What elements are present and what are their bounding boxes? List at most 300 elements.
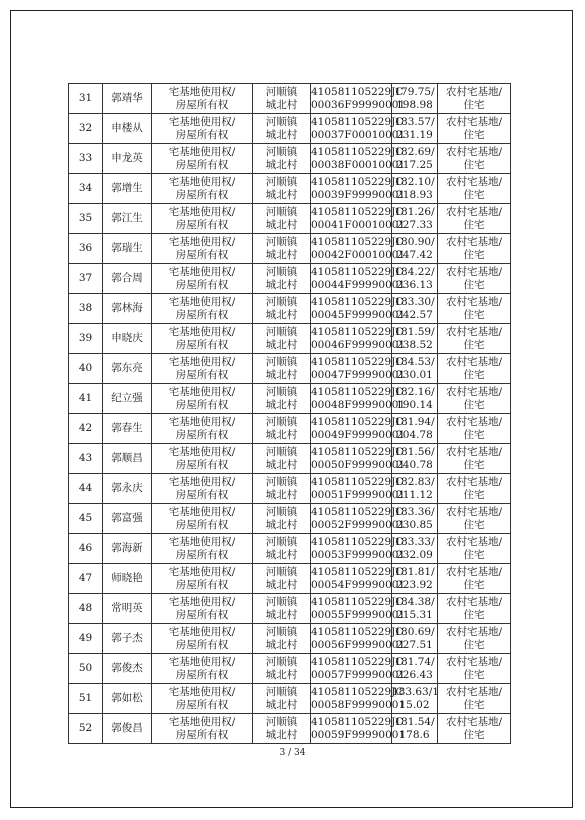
table-body <box>69 84 511 744</box>
cell-usage <box>438 264 511 294</box>
cell-usage <box>438 654 511 684</box>
cell-location-line: 城北村 <box>265 248 298 261</box>
cell-unit-code-line: 410581105229JC <box>311 205 404 218</box>
cell-right-type-line: 宅基地使用权/ <box>168 685 236 698</box>
cell-unit-code-line: 00049F99990001 <box>311 428 406 441</box>
cell-right-type-line: 宅基地使用权/ <box>168 265 236 278</box>
page-number: 3 / 34 <box>279 748 306 758</box>
cell-right-type-line: 宅基地使用权/ <box>168 655 236 668</box>
cell-usage-line: 农村宅基地/ <box>445 85 503 98</box>
cell-usage-line: 农村宅基地/ <box>445 175 503 188</box>
cell-area-line: 183.57/ <box>394 115 435 128</box>
cell-location <box>253 144 311 174</box>
cell-area-line: 236.13 <box>396 278 433 291</box>
cell-unit-code-line: 00047F99990001 <box>311 368 406 381</box>
cell-area <box>392 324 438 354</box>
cell-area-line: 181.54/ <box>394 715 435 728</box>
table-row <box>69 714 511 744</box>
cell-unit-code <box>311 294 406 324</box>
cell-usage-line: 住宅 <box>463 608 485 621</box>
cell-usage-line: 住宅 <box>463 278 485 291</box>
table-row <box>69 654 511 684</box>
cell-location <box>253 324 311 354</box>
cell-usage <box>438 564 511 594</box>
cell-area-line: 183.63/1 <box>392 685 439 698</box>
cell-right-type <box>152 174 253 204</box>
table-row <box>69 114 511 144</box>
cell-location-line: 河顺镇 <box>265 655 298 668</box>
cell-location-line: 河顺镇 <box>265 415 298 428</box>
cell-unit-code-line: 410581105229JC <box>311 355 404 368</box>
cell-usage-line: 农村宅基地/ <box>445 115 503 128</box>
cell-usage-line: 农村宅基地/ <box>445 445 503 458</box>
table-row <box>69 354 511 384</box>
cell-right-type-line: 宅基地使用权/ <box>168 445 236 458</box>
cell-owner-name: 常明英 <box>103 594 152 624</box>
cell-location-line: 城北村 <box>265 458 298 471</box>
cell-area <box>392 504 438 534</box>
cell-right-type-line: 房屋所有权 <box>175 488 229 501</box>
cell-unit-code-line: 00052F99990001 <box>311 518 406 531</box>
cell-right-type <box>152 684 253 714</box>
cell-location <box>253 444 311 474</box>
cell-location <box>253 504 311 534</box>
cell-usage <box>438 684 511 714</box>
cell-location-line: 城北村 <box>265 158 298 171</box>
cell-unit-code <box>311 114 406 144</box>
cell-right-type-line: 房屋所有权 <box>175 128 229 141</box>
table-row <box>69 474 511 504</box>
cell-unit-code-line: 00039F99990001 <box>311 188 406 201</box>
cell-location-line: 城北村 <box>265 698 298 711</box>
cell-number: 45 <box>69 504 103 534</box>
cell-owner-name: 郭春生 <box>103 414 152 444</box>
cell-area <box>392 204 438 234</box>
cell-usage-line: 住宅 <box>463 368 485 381</box>
cell-usage-line: 住宅 <box>463 458 485 471</box>
cell-right-type-line: 宅基地使用权/ <box>168 715 236 728</box>
cell-right-type-line: 宅基地使用权/ <box>168 535 236 548</box>
cell-area-line: 181.81/ <box>394 565 435 578</box>
cell-number: 51 <box>69 684 103 714</box>
cell-usage-line: 农村宅基地/ <box>445 205 503 218</box>
cell-number: 40 <box>69 354 103 384</box>
cell-unit-code <box>311 324 406 354</box>
cell-location <box>253 654 311 684</box>
cell-number: 50 <box>69 654 103 684</box>
cell-usage <box>438 324 511 354</box>
cell-area-line: 181.59/ <box>394 325 435 338</box>
cell-area <box>392 144 438 174</box>
cell-right-type-line: 房屋所有权 <box>175 218 229 231</box>
cell-area <box>392 174 438 204</box>
table-row <box>69 444 511 474</box>
cell-number: 34 <box>69 174 103 204</box>
cell-usage <box>438 114 511 144</box>
cell-usage <box>438 234 511 264</box>
cell-usage <box>438 354 511 384</box>
cell-right-type <box>152 114 253 144</box>
cell-location-line: 河顺镇 <box>265 235 298 248</box>
cell-owner-name: 郭江生 <box>103 204 152 234</box>
cell-location-line: 城北村 <box>265 128 298 141</box>
cell-right-type-line: 宅基地使用权/ <box>168 385 236 398</box>
cell-right-type <box>152 654 253 684</box>
property-records-table <box>68 83 511 744</box>
cell-right-type-line: 宅基地使用权/ <box>168 85 236 98</box>
cell-right-type-line: 宅基地使用权/ <box>168 415 236 428</box>
cell-unit-code <box>311 444 406 474</box>
table-row <box>69 294 511 324</box>
cell-usage <box>438 414 511 444</box>
cell-usage-line: 农村宅基地/ <box>445 265 503 278</box>
cell-right-type <box>152 234 253 264</box>
cell-unit-code-line: 00057F99990001 <box>311 668 406 681</box>
cell-usage-line: 住宅 <box>463 548 485 561</box>
cell-usage <box>438 594 511 624</box>
cell-location-line: 城北村 <box>265 98 298 111</box>
cell-owner-name: 申龙英 <box>103 144 152 174</box>
cell-area <box>392 264 438 294</box>
cell-owner-name: 纪立强 <box>103 384 152 414</box>
table-row <box>69 384 511 414</box>
cell-location-line: 城北村 <box>265 488 298 501</box>
cell-number: 32 <box>69 114 103 144</box>
cell-unit-code <box>311 414 406 444</box>
cell-location <box>253 204 311 234</box>
cell-location <box>253 264 311 294</box>
table-row <box>69 534 511 564</box>
cell-number: 44 <box>69 474 103 504</box>
cell-right-type-line: 房屋所有权 <box>175 638 229 651</box>
cell-unit-code-line: 410581105229JC <box>311 235 404 248</box>
cell-right-type <box>152 354 253 384</box>
cell-unit-code <box>311 684 406 714</box>
cell-right-type-line: 房屋所有权 <box>175 398 229 411</box>
cell-area-line: 15.02 <box>399 698 430 711</box>
cell-location <box>253 684 311 714</box>
cell-owner-name: 郭瑞生 <box>103 234 152 264</box>
cell-usage-line: 住宅 <box>463 518 485 531</box>
table-row <box>69 174 511 204</box>
cell-unit-code <box>311 354 406 384</box>
cell-area-line: 184.22/ <box>394 265 435 278</box>
cell-usage <box>438 474 511 504</box>
cell-right-type-line: 宅基地使用权/ <box>168 355 236 368</box>
cell-number: 36 <box>69 234 103 264</box>
cell-location-line: 城北村 <box>265 728 298 741</box>
cell-number: 41 <box>69 384 103 414</box>
cell-right-type <box>152 564 253 594</box>
cell-right-type-line: 房屋所有权 <box>175 428 229 441</box>
cell-area-line: 184.53/ <box>394 355 435 368</box>
cell-usage <box>438 384 511 414</box>
cell-right-type <box>152 714 253 744</box>
cell-area-line: 247.42 <box>396 248 433 261</box>
cell-owner-name: 郭增生 <box>103 174 152 204</box>
cell-number: 35 <box>69 204 103 234</box>
cell-location <box>253 564 311 594</box>
cell-unit-code-line: 410581105229JC <box>311 115 404 128</box>
cell-location-line: 河顺镇 <box>265 445 298 458</box>
cell-right-type <box>152 144 253 174</box>
cell-usage <box>438 504 511 534</box>
cell-owner-name: 申楼从 <box>103 114 152 144</box>
cell-right-type-line: 宅基地使用权/ <box>168 625 236 638</box>
cell-owner-name: 郭合周 <box>103 264 152 294</box>
cell-unit-code <box>311 534 406 564</box>
cell-unit-code-line: 00048F99990001 <box>311 398 406 411</box>
cell-number: 48 <box>69 594 103 624</box>
cell-unit-code <box>311 504 406 534</box>
cell-area <box>392 474 438 504</box>
cell-area-line: 179.75/ <box>394 85 435 98</box>
table-row <box>69 414 511 444</box>
cell-unit-code <box>311 84 406 114</box>
cell-usage-line: 农村宅基地/ <box>445 295 503 308</box>
cell-right-type-line: 房屋所有权 <box>175 278 229 291</box>
cell-right-type-line: 宅基地使用权/ <box>168 565 236 578</box>
cell-usage-line: 农村宅基地/ <box>445 505 503 518</box>
cell-usage-line: 农村宅基地/ <box>445 595 503 608</box>
cell-owner-name: 郭靖华 <box>103 84 152 114</box>
cell-unit-code-line: 410581105229JC <box>311 265 404 278</box>
cell-area-line: 204.78 <box>396 428 433 441</box>
cell-location-line: 河顺镇 <box>265 685 298 698</box>
cell-right-type-line: 房屋所有权 <box>175 368 229 381</box>
table-row <box>69 84 511 114</box>
cell-location <box>253 474 311 504</box>
cell-location-line: 城北村 <box>265 308 298 321</box>
cell-unit-code <box>311 144 406 174</box>
cell-right-type-line: 房屋所有权 <box>175 458 229 471</box>
cell-right-type-line: 宅基地使用权/ <box>168 475 236 488</box>
cell-area <box>392 564 438 594</box>
cell-usage-line: 农村宅基地/ <box>445 655 503 668</box>
cell-unit-code-line: 00041F00010001 <box>311 218 406 231</box>
cell-usage <box>438 534 511 564</box>
cell-location-line: 河顺镇 <box>265 295 298 308</box>
cell-location-line: 河顺镇 <box>265 475 298 488</box>
cell-unit-code-line: 00044F99990001 <box>311 278 406 291</box>
cell-usage-line: 住宅 <box>463 308 485 321</box>
cell-unit-code-line: 410581105229JC <box>311 85 404 98</box>
cell-area <box>392 84 438 114</box>
cell-location <box>253 384 311 414</box>
cell-location <box>253 624 311 654</box>
cell-location-line: 河顺镇 <box>265 385 298 398</box>
cell-usage-line: 农村宅基地/ <box>445 145 503 158</box>
cell-right-type-line: 房屋所有权 <box>175 188 229 201</box>
cell-location-line: 城北村 <box>265 218 298 231</box>
cell-right-type-line: 宅基地使用权/ <box>168 145 236 158</box>
cell-unit-code <box>311 174 406 204</box>
cell-location-line: 城北村 <box>265 668 298 681</box>
cell-right-type-line: 房屋所有权 <box>175 248 229 261</box>
cell-unit-code <box>311 624 406 654</box>
cell-location-line: 河顺镇 <box>265 145 298 158</box>
cell-area <box>392 594 438 624</box>
cell-area-line: 223.92 <box>396 578 433 591</box>
cell-usage-line: 住宅 <box>463 128 485 141</box>
cell-location-line: 河顺镇 <box>265 115 298 128</box>
cell-unit-code-line: 410581105229JC <box>311 655 404 668</box>
cell-usage-line: 住宅 <box>463 578 485 591</box>
cell-number: 33 <box>69 144 103 174</box>
cell-usage-line: 住宅 <box>463 248 485 261</box>
cell-number: 46 <box>69 534 103 564</box>
cell-usage-line: 住宅 <box>463 398 485 411</box>
table-row <box>69 324 511 354</box>
cell-right-type <box>152 324 253 354</box>
cell-right-type <box>152 384 253 414</box>
cell-usage <box>438 294 511 324</box>
cell-right-type <box>152 294 253 324</box>
cell-unit-code <box>311 204 406 234</box>
table-row <box>69 564 511 594</box>
cell-usage-line: 住宅 <box>463 218 485 231</box>
cell-usage-line: 住宅 <box>463 428 485 441</box>
cell-location-line: 河顺镇 <box>265 355 298 368</box>
cell-location <box>253 84 311 114</box>
cell-right-type <box>152 504 253 534</box>
cell-location-line: 城北村 <box>265 638 298 651</box>
cell-owner-name: 郭林海 <box>103 294 152 324</box>
cell-unit-code <box>311 594 406 624</box>
cell-unit-code-line: 00051F99990001 <box>311 488 406 501</box>
cell-area-line: 184.38/ <box>394 595 435 608</box>
cell-unit-code-line: 00050F99990001 <box>311 458 406 471</box>
cell-right-type-line: 房屋所有权 <box>175 698 229 711</box>
cell-unit-code-line: 00058F99990001 <box>311 698 406 711</box>
cell-unit-code-line: 00045F99990001 <box>311 308 406 321</box>
cell-usage-line: 农村宅基地/ <box>445 535 503 548</box>
cell-owner-name: 申晓庆 <box>103 324 152 354</box>
cell-unit-code-line: 410581105229JC <box>311 175 404 188</box>
cell-right-type <box>152 534 253 564</box>
table-row <box>69 264 511 294</box>
cell-unit-code-line: 00036F99990001 <box>311 98 406 111</box>
table-row <box>69 144 511 174</box>
cell-area-line: 182.10/ <box>394 175 435 188</box>
cell-right-type-line: 宅基地使用权/ <box>168 325 236 338</box>
cell-unit-code-line: 00042F00010001 <box>311 248 406 261</box>
cell-unit-code-line: 410581105229JC <box>311 685 404 698</box>
cell-area-line: 181.26/ <box>394 205 435 218</box>
cell-unit-code <box>311 384 406 414</box>
cell-owner-name: 郭子杰 <box>103 624 152 654</box>
cell-location-line: 城北村 <box>265 338 298 351</box>
cell-unit-code-line: 00053F99990001 <box>311 548 406 561</box>
cell-usage-line: 农村宅基地/ <box>445 475 503 488</box>
cell-area-line: 183.33/ <box>394 535 435 548</box>
cell-unit-code-line: 00059F99990001 <box>311 728 406 741</box>
table-row <box>69 684 511 714</box>
cell-number: 31 <box>69 84 103 114</box>
cell-right-type-line: 房屋所有权 <box>175 98 229 111</box>
cell-location <box>253 234 311 264</box>
cell-unit-code-line: 410581105229JC <box>311 625 404 638</box>
cell-usage-line: 住宅 <box>463 98 485 111</box>
table-row <box>69 204 511 234</box>
cell-location-line: 河顺镇 <box>265 265 298 278</box>
cell-area <box>392 414 438 444</box>
cell-area-line: 217.25 <box>396 158 433 171</box>
cell-right-type-line: 宅基地使用权/ <box>168 235 236 248</box>
cell-location-line: 城北村 <box>265 368 298 381</box>
cell-usage <box>438 624 511 654</box>
cell-owner-name: 师晓艳 <box>103 564 152 594</box>
cell-owner-name: 郭顺昌 <box>103 444 152 474</box>
cell-owner-name: 郭富强 <box>103 504 152 534</box>
cell-usage-line: 住宅 <box>463 668 485 681</box>
cell-number: 38 <box>69 294 103 324</box>
cell-right-type-line: 宅基地使用权/ <box>168 595 236 608</box>
cell-area-line: 182.83/ <box>394 475 435 488</box>
cell-location-line: 河顺镇 <box>265 535 298 548</box>
cell-area <box>392 114 438 144</box>
cell-right-type-line: 房屋所有权 <box>175 308 229 321</box>
cell-location-line: 城北村 <box>265 428 298 441</box>
cell-number: 39 <box>69 324 103 354</box>
cell-location-line: 城北村 <box>265 278 298 291</box>
cell-owner-name: 郭俊杰 <box>103 654 152 684</box>
cell-area-line: 180.90/ <box>394 235 435 248</box>
cell-area <box>392 534 438 564</box>
cell-area-line: 182.69/ <box>394 145 435 158</box>
cell-right-type-line: 宅基地使用权/ <box>168 295 236 308</box>
cell-unit-code-line: 410581105229JC <box>311 385 404 398</box>
cell-area <box>392 444 438 474</box>
cell-usage-line: 住宅 <box>463 698 485 711</box>
cell-location-line: 城北村 <box>265 548 298 561</box>
cell-area-line: 232.09 <box>396 548 433 561</box>
cell-area-line: 182.16/ <box>394 385 435 398</box>
cell-usage-line: 住宅 <box>463 488 485 501</box>
cell-location-line: 城北村 <box>265 578 298 591</box>
cell-unit-code <box>311 474 406 504</box>
cell-area <box>392 234 438 264</box>
table-row <box>69 624 511 654</box>
cell-unit-code <box>311 714 406 744</box>
cell-area-line: 230.01 <box>396 368 433 381</box>
cell-right-type-line: 宅基地使用权/ <box>168 115 236 128</box>
cell-unit-code-line: 410581105229JC <box>311 505 404 518</box>
cell-location <box>253 114 311 144</box>
cell-unit-code-line: 410581105229JC <box>311 595 404 608</box>
cell-location-line: 河顺镇 <box>265 715 298 728</box>
table-row <box>69 594 511 624</box>
cell-usage-line: 住宅 <box>463 158 485 171</box>
cell-unit-code-line: 410581105229JC <box>311 415 404 428</box>
cell-area <box>392 294 438 324</box>
cell-unit-code-line: 410581105229JC <box>311 445 404 458</box>
cell-area-line: 242.57 <box>396 308 433 321</box>
cell-usage-line: 农村宅基地/ <box>445 625 503 638</box>
cell-right-type-line: 房屋所有权 <box>175 578 229 591</box>
cell-number: 52 <box>69 714 103 744</box>
cell-area-line: 190.14 <box>396 398 433 411</box>
cell-location-line: 城北村 <box>265 398 298 411</box>
cell-location <box>253 714 311 744</box>
cell-usage <box>438 174 511 204</box>
cell-owner-name: 郭东亮 <box>103 354 152 384</box>
cell-location-line: 河顺镇 <box>265 595 298 608</box>
cell-unit-code-line: 410581105229JC <box>311 295 404 308</box>
cell-location-line: 河顺镇 <box>265 565 298 578</box>
cell-right-type-line: 房屋所有权 <box>175 518 229 531</box>
cell-right-type <box>152 594 253 624</box>
